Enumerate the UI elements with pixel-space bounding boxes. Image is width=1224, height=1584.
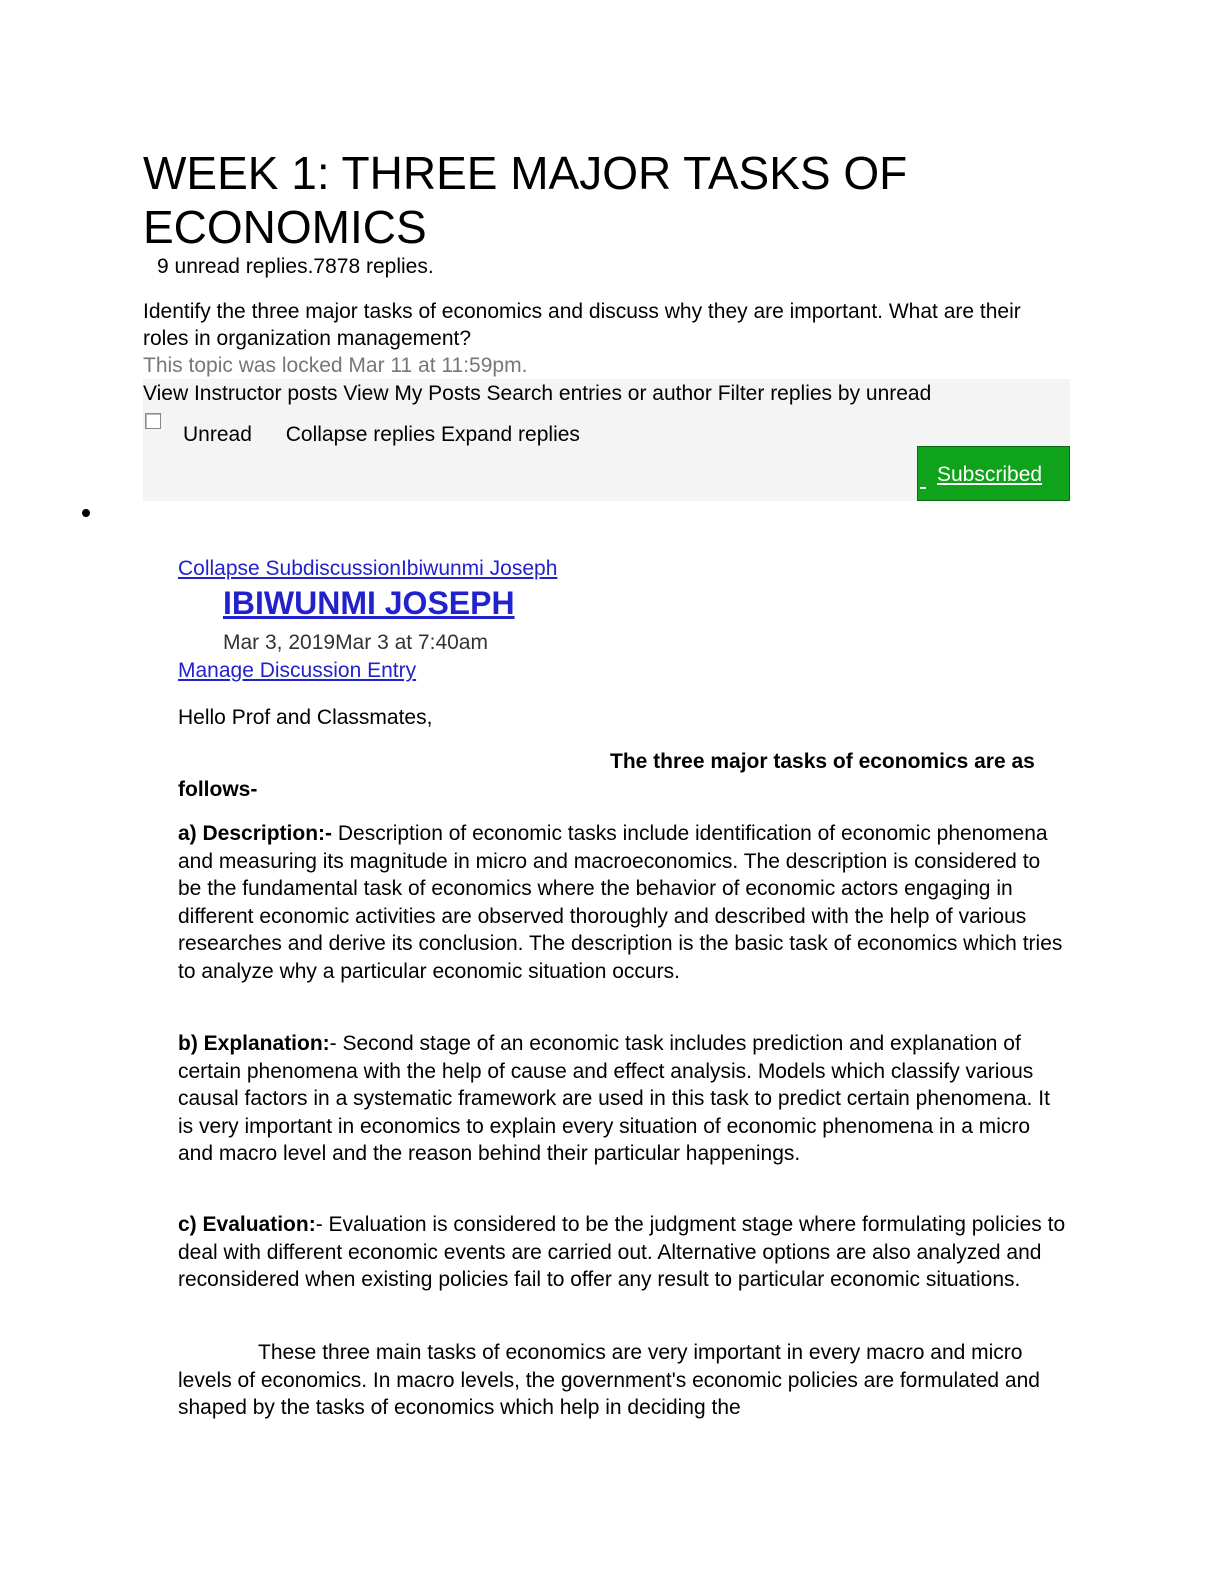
manage-entry-link[interactable]: Manage Discussion Entry — [178, 659, 417, 682]
subscribed-label: Subscribed — [937, 463, 1043, 486]
list-bullet — [82, 509, 90, 517]
subscribed-button[interactable] — [917, 446, 1070, 501]
entry-header-links — [178, 556, 557, 582]
view-my-posts-button[interactable]: View My Posts — [343, 382, 481, 405]
paragraph-description: a) Description:- Description of economic tasks include identification of economic phenomena and measuring its magnitude in micro and macroeconomics. The description is considered to be the fundamental task of economics where the behavior of economic actors engaging in different economic activities are observed thoroughly and described with the help of various researches and derive its conclusion. The description is the basic task of economics which tries to analyze why a particular economic situation occurs. — [178, 822, 1063, 983]
paragraph-label: a) Description:- — [178, 822, 333, 845]
view-instructor-posts-button[interactable]: View Instructor posts — [143, 382, 338, 405]
entry-heading: The three major tasks of economics are as follows- — [178, 750, 1035, 801]
paragraph-evaluation: c) Evaluation:- Evaluation is considered to be the judgment stage where formulating policies to deal with different economic events are carried out. Alternative options are also analyzed and reconsidered when existing policies fail to offer any result to particular economic situations. — [178, 1213, 1066, 1291]
collapse-subdiscussion-link[interactable]: Collapse Subdiscussion — [178, 557, 401, 580]
collapse-replies-button[interactable]: Collapse replies — [285, 423, 436, 446]
paragraph-label: c) Evaluation: — [178, 1213, 316, 1236]
locked-notice: This topic was locked Mar 11 at 11:59pm. — [143, 354, 528, 377]
entry-greeting: Hello Prof and Classmates, — [178, 706, 433, 729]
filter-unread-label: Filter replies by unread — [717, 382, 932, 405]
subscribe-icon — [920, 466, 926, 492]
paragraph-importance: These three main tasks of economics are very important in every macro and micro levels of economics. In macro levels, the government's economic policies are formulated and shaped by the tasks of economics which help in deciding the — [178, 1341, 1040, 1419]
paragraph-explanation: b) Explanation:- Second stage of an economic task includes prediction and explanation of certain phenomena with the help of cause and effect analysis. Models which classify various causal factors in a systematic framework are used in this task to predict certain phenomena. It is very important in economics to explain every situation of economic phenomena in a micro and macro level and the reason behind their particular happenings. — [178, 1032, 1050, 1165]
paragraph-label: b) Explanation: — [178, 1032, 330, 1055]
toolbar-filters — [143, 381, 931, 407]
unread-label: Unread — [183, 423, 252, 446]
search-input[interactable]: Search entries or author — [486, 382, 712, 405]
unread-checkbox[interactable] — [145, 413, 161, 429]
topic-title: WEEK 1: THREE MAJOR TASKS OF ECONOMICS — [143, 147, 908, 253]
discussion-toolbar — [143, 379, 1070, 501]
topic-prompt: Identify the three major tasks of economics and discuss why they are important. What are their roles in organization management? — [143, 300, 1021, 350]
author-inline-link[interactable]: Ibiwunmi Joseph — [400, 557, 558, 580]
author-name-link[interactable]: IBIWUNMI JOSEPH — [223, 585, 515, 621]
entry-date: Mar 3, 2019Mar 3 at 7:40am — [223, 631, 488, 654]
replies-summary: 9 unread replies.7878 replies. — [157, 255, 434, 278]
expand-replies-button[interactable]: Expand replies — [441, 423, 580, 446]
toolbar-actions — [183, 422, 580, 448]
